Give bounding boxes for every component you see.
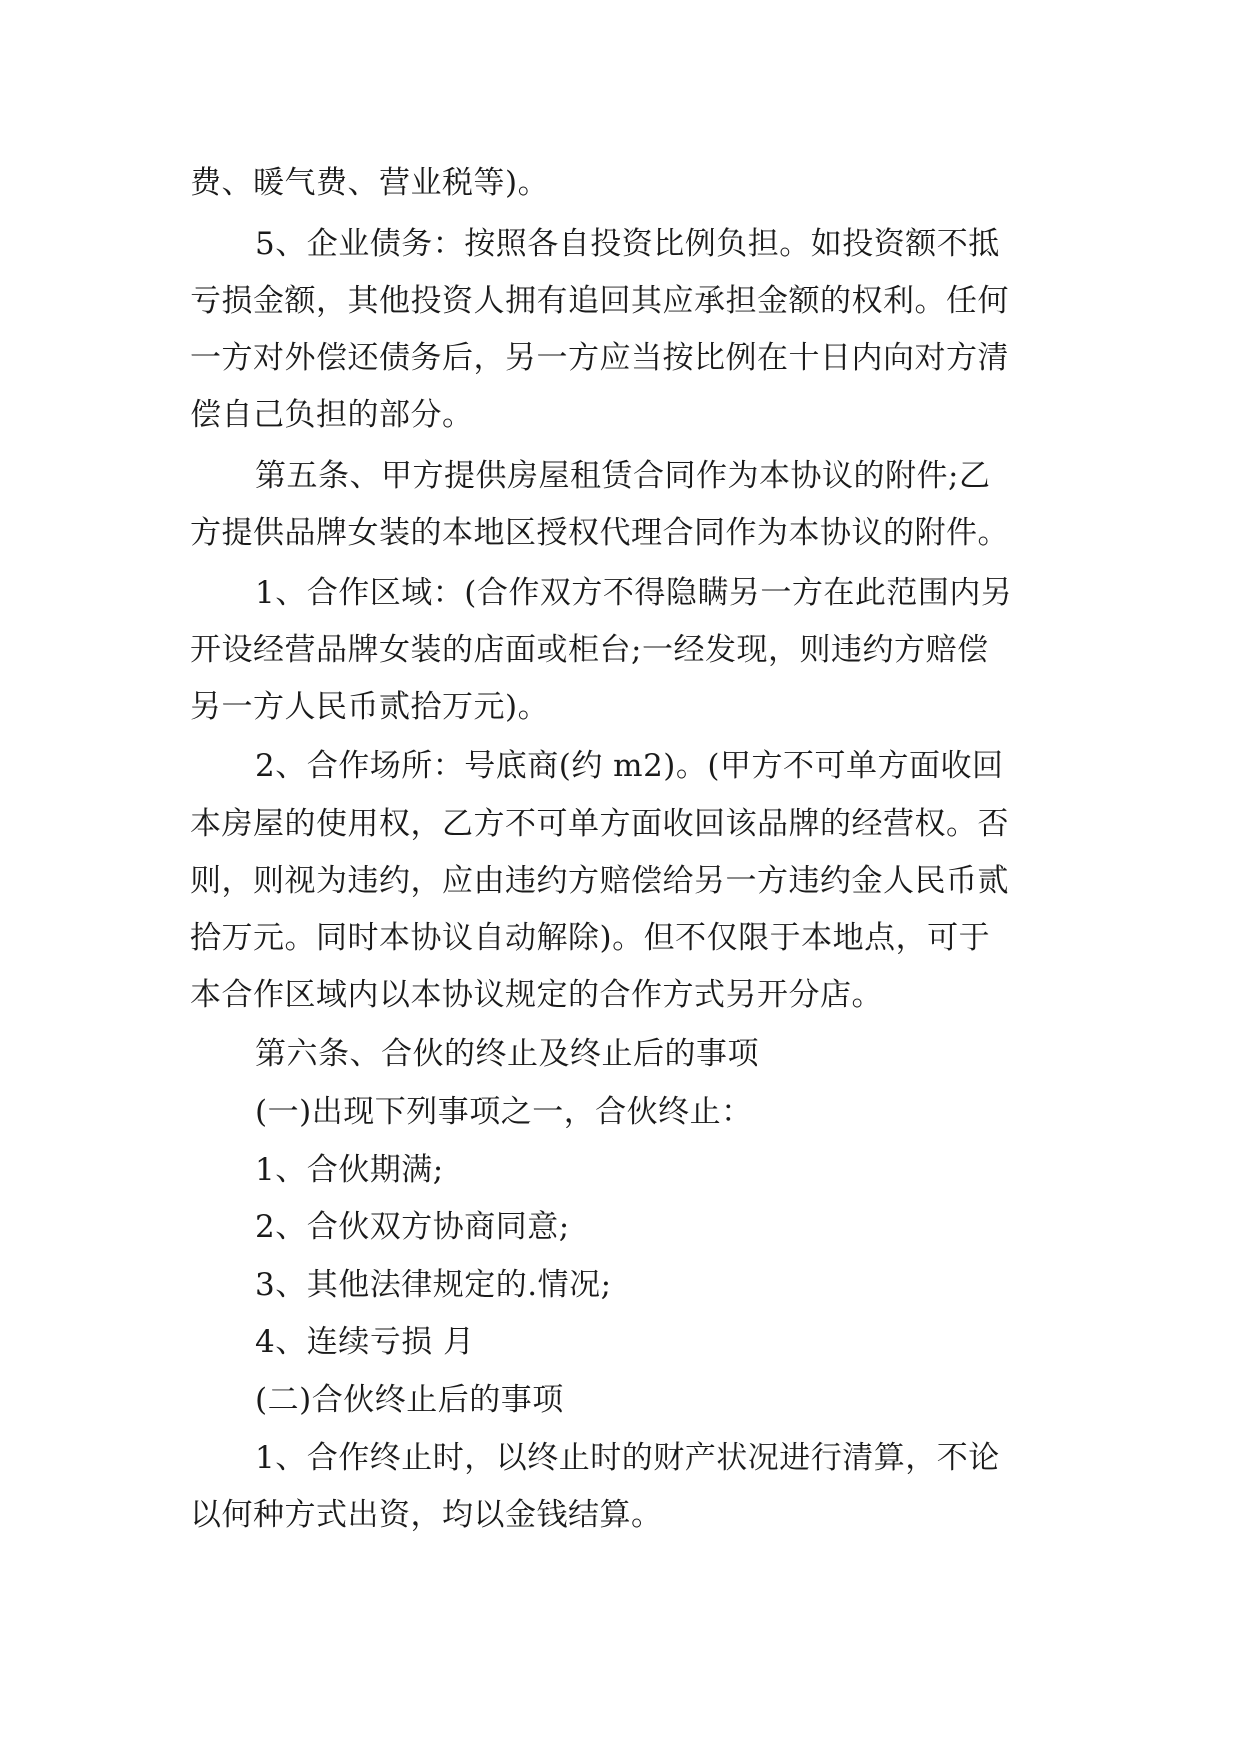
list-item: 4、连续亏损 月 [255,1324,475,1360]
text-line: (一)出现下列事项之一，合伙终止： [255,1094,753,1130]
text-line: 亏损金额，其他投资人拥有追回其应承担金额的权利。任何 [190,283,1009,319]
text-line: 2、合作场所：号底商(约 m2)。(甲方不可单方面收回 [255,748,1004,784]
list-item: 2、合伙双方协商同意; [255,1209,570,1245]
text-line: 本合作区域内以本协议规定的合作方式另开分店。 [190,977,883,1013]
text-line: 另一方人民币贰拾万元)。 [190,689,550,725]
text-line: 1、合作区域：(合作双方不得隐瞒另一方在此范围内另 [255,575,1013,611]
text-line: 费、暖气费、营业税等)。 [190,165,550,201]
text-line: 方提供品牌女装的本地区授权代理合同作为本协议的附件。 [190,515,1009,551]
text-line: 1、合作终止时，以终止时的财产状况进行清算，不论 [255,1440,1000,1476]
list-item: 3、其他法律规定的.情况; [255,1267,612,1303]
text-line: 第五条、甲方提供房屋租赁合同作为本协议的附件;乙 [255,458,991,494]
section-heading: 第六条、合伙的终止及终止后的事项 [255,1036,759,1072]
text-line: 偿自己负担的部分。 [190,397,474,433]
text-line: 以何种方式出资，均以金钱结算。 [190,1497,663,1533]
text-line: (二)合伙终止后的事项 [255,1382,564,1418]
text-line: 开设经营品牌女装的店面或柜台;一经发现，则违约方赔偿 [190,632,989,668]
text-line: 则，则视为违约，应由违约方赔偿给另一方违约金人民币贰 [190,863,1009,899]
text-line: 一方对外偿还债务后，另一方应当按比例在十日内向对方清 [190,340,1009,376]
text-line: 本房屋的使用权，乙方不可单方面收回该品牌的经营权。否 [190,806,1009,842]
text-line: 拾万元。同时本协议自动解除)。但不仅限于本地点，可于 [190,920,991,956]
list-item: 1、合伙期满; [255,1152,444,1188]
text-line: 5、企业债务：按照各自投资比例负担。如投资额不抵 [255,226,1000,262]
